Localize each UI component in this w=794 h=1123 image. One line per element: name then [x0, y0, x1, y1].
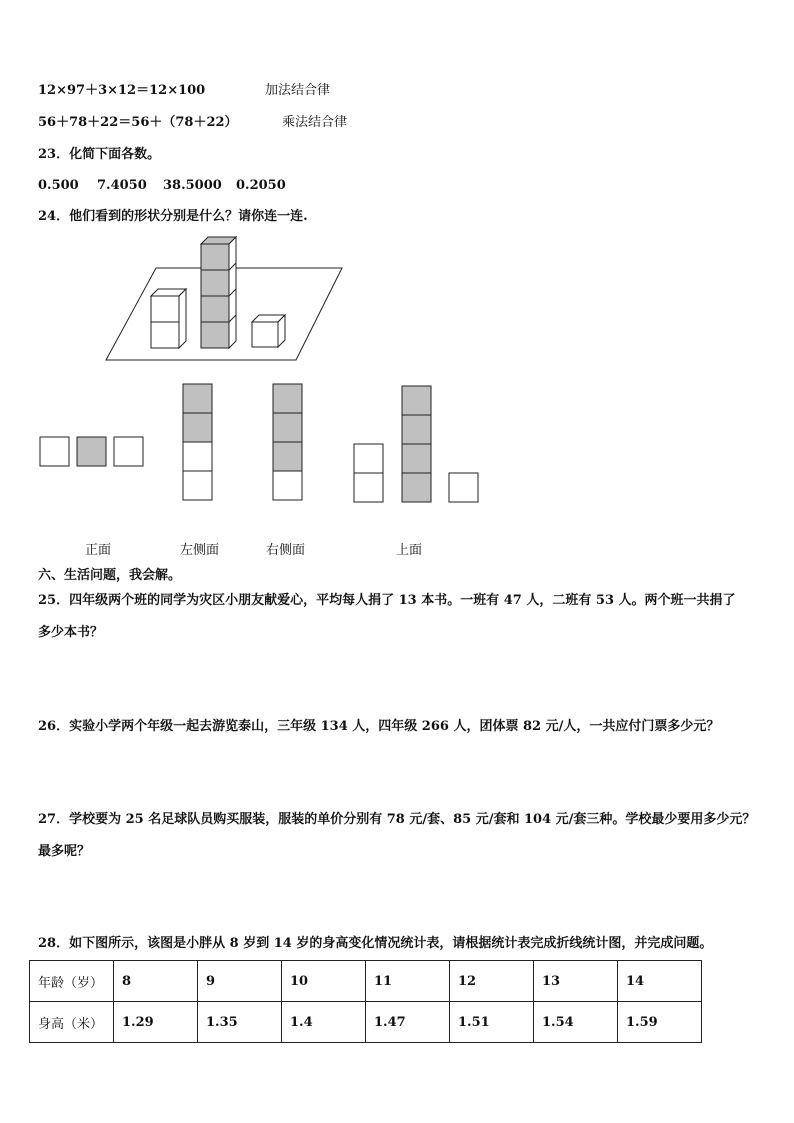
q23-number-4: 0.2050 — [236, 178, 286, 193]
question-24: 24．他们看到的形状分别是什么？请你连一连. — [38, 209, 308, 224]
age-cell: 11 — [366, 961, 450, 1002]
question-25-line-2: 多少本书？ — [38, 625, 104, 640]
table-row-height — [30, 1002, 702, 1043]
question-27-line-2: 最多呢？ — [38, 844, 91, 859]
view-left-figure — [182, 383, 214, 502]
age-cell: 10 — [282, 961, 366, 1002]
equation-2: 56＋78＋22＝56＋（78＋22） — [38, 115, 238, 130]
height-cell: 1.47 — [366, 1002, 450, 1043]
height-cell: 1.29 — [114, 1002, 198, 1043]
q23-number-3: 38.5000 — [163, 178, 222, 193]
age-cell: 9 — [198, 961, 282, 1002]
age-header: 年龄（岁） — [30, 961, 114, 1002]
label-right-side: 右侧面 — [266, 543, 306, 558]
height-cell: 1.54 — [534, 1002, 618, 1043]
label-front: 正面 — [85, 543, 112, 558]
age-cell: 8 — [114, 961, 198, 1002]
height-stats-table — [29, 960, 702, 1043]
height-cell: 1.51 — [450, 1002, 534, 1043]
view-right-figure — [272, 383, 304, 502]
question-28: 28．如下图所示，该图是小胖从 8 岁到 14 岁的身高变化情况统计表，请根据统计表完成折线统计图，并完成问题。 — [38, 936, 713, 951]
q23-number-1: 0.500 — [38, 178, 79, 193]
height-cell: 1.59 — [618, 1002, 702, 1043]
table-row-age — [30, 961, 702, 1002]
label-left-side: 左侧面 — [180, 543, 220, 558]
question-26: 26．实验小学两个年级一起去游览泰山，三年级 134 人，四年级 266 人，团体票 82 元/人，一共应付门票多少元？ — [38, 719, 720, 734]
equation-2-law: 乘法结合律 — [282, 115, 348, 130]
height-cell: 1.4 — [282, 1002, 366, 1043]
equation-1: 12×97＋3×12＝12×100 — [38, 83, 206, 98]
age-cell: 13 — [534, 961, 618, 1002]
question-25-line-1: 25．四年级两个班的同学为灾区小朋友献爱心，平均每人捐了 13 本书。一班有 47 人，二班有 53 人。两个班一共捐了 — [38, 593, 736, 608]
cube-arrangement-figure — [100, 236, 350, 364]
label-top: 上面 — [396, 543, 423, 558]
age-cell: 12 — [450, 961, 534, 1002]
view-front-figure — [39, 436, 145, 468]
view-top-figure — [353, 385, 481, 504]
height-header: 身高（米） — [30, 1002, 114, 1043]
equation-1-law: 加法结合律 — [265, 83, 331, 98]
question-27-line-1: 27．学校要为 25 名足球队员购买服装，服装的单价分别有 78 元/套、85 元/套和 104 元/套三种。学校最少要用多少元？ — [38, 812, 756, 827]
height-cell: 1.35 — [198, 1002, 282, 1043]
question-23: 23．化简下面各数。 — [38, 147, 161, 162]
q23-number-2: 7.4050 — [97, 178, 147, 193]
age-cell: 14 — [618, 961, 702, 1002]
section-6-heading: 六、生活问题，我会解。 — [38, 568, 182, 583]
